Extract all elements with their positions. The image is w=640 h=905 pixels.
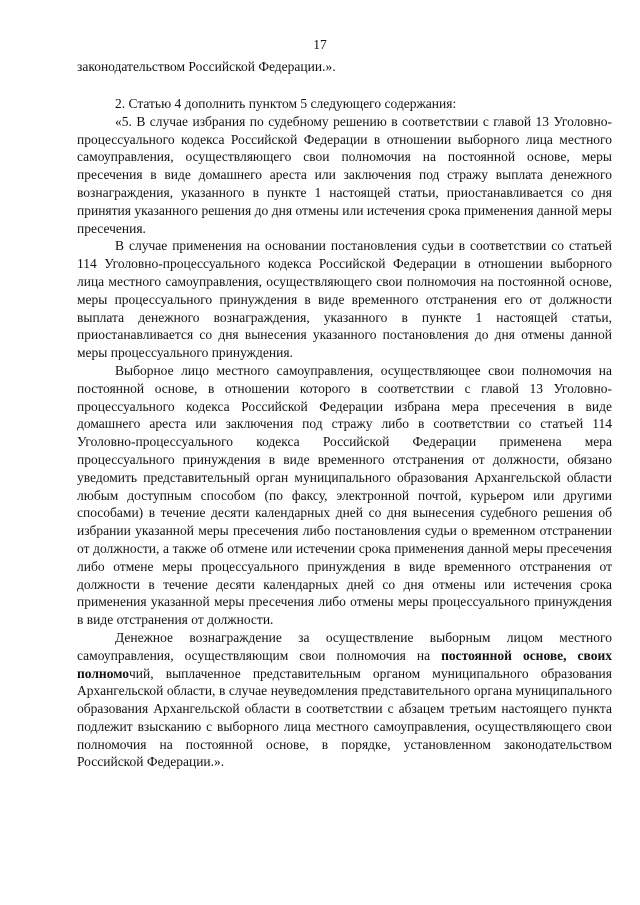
page-number: 17: [313, 37, 327, 52]
paragraph-court-order: В случае применения на основании постановления судьи в соответствии со статьей 114 Уголовно-процессуального кодекса Российской Федерации в отношении выборного лица местного самоуправления, осуществляющего свои полномочия на постоянной основе, меры процессуального принуждения в виде временного отстранения его от должности выплата денежного вознаграждения, указанного в пункте 1 настоящей статьи, приостанавливается со дня вынесения указанного постановления до дня отмены данной меры процессуального принуждения.: [77, 238, 612, 361]
document-body: [77, 95, 612, 771]
paragraph-recovery-end: чий, выплаченное представительным органом муниципального образования Архангельской области, в случае неуведомления представительного органа муниципального образования Архангельской области в соответствии с абзацем третьим настоящего пункта подлежит взысканию с выборного лица местного самоуправления, осуществляющего свои полномочия на постоянной основе, в порядке, установленном законодательством Российской Федерации.».: [77, 665, 612, 770]
paragraph-recovery-start: Денежное вознаграждение за осуществление выборным лицом местного самоуправления, осуществляющим свои полномочия на: [77, 629, 612, 663]
continuation-line: законодательством Российской Федерации.».: [77, 59, 336, 74]
paragraph-notification-duty: Выборное лицо местного самоуправления, осуществляющее свои полномочия на постоянной основе, в отношении которого в соответствии с главой 13 Уголовно-процессуального кодекса Российской Федерации избрана мера пресечения в виде домашнего ареста или заключения под стражу либо в соответствии со статьей 114 Уголовно-процессуального кодекса Российской Федерации применена мера процессуального принуждения в виде временного отстранения от должности, обязано уведомить представительный орган муниципального образования Архангельской области любым доступным способом (по факсу, электронной почтой, курьером или другими способами) в течение десяти календарных дней со дня вынесения судебного решения об избрании указанной меры пресечения либо постановления судьи о временном отстранении от должности, а также об отмене или истечении срока применения данной меры пресечения либо отмене меры процессуального принуждения в виде временного отстранения от должности в течение десяти календарных дней со дня отмены или истечения срока применения указанной меры пресечения либо отмены меры процессуального принуждения в виде отстранения от должности.: [77, 362, 612, 628]
paragraph-amendment-intro: 2. Статью 4 дополнить пунктом 5 следующего содержания:: [115, 96, 457, 111]
paragraph-item-5: «5. В случае избрания по судебному решению в соответствии с главой 13 Уголовно-процессуального кодекса Российской Федерации в отношении выборного лица местного самоуправления, осуществляющего свои полномочия на постоянной основе, меры пресечения в виде домашнего ареста или заключения под стражу выплата денежного вознаграждения, указанного в пункте 1 настоящей статьи, приостанавливается со дня принятия указанного решения до дня отмены или истечения срока применения данной меры пресечения.: [77, 113, 612, 236]
paragraph-recovery: [77, 629, 612, 771]
paragraph-recovery-bold: постоянной основе, своих полномо: [77, 647, 612, 681]
